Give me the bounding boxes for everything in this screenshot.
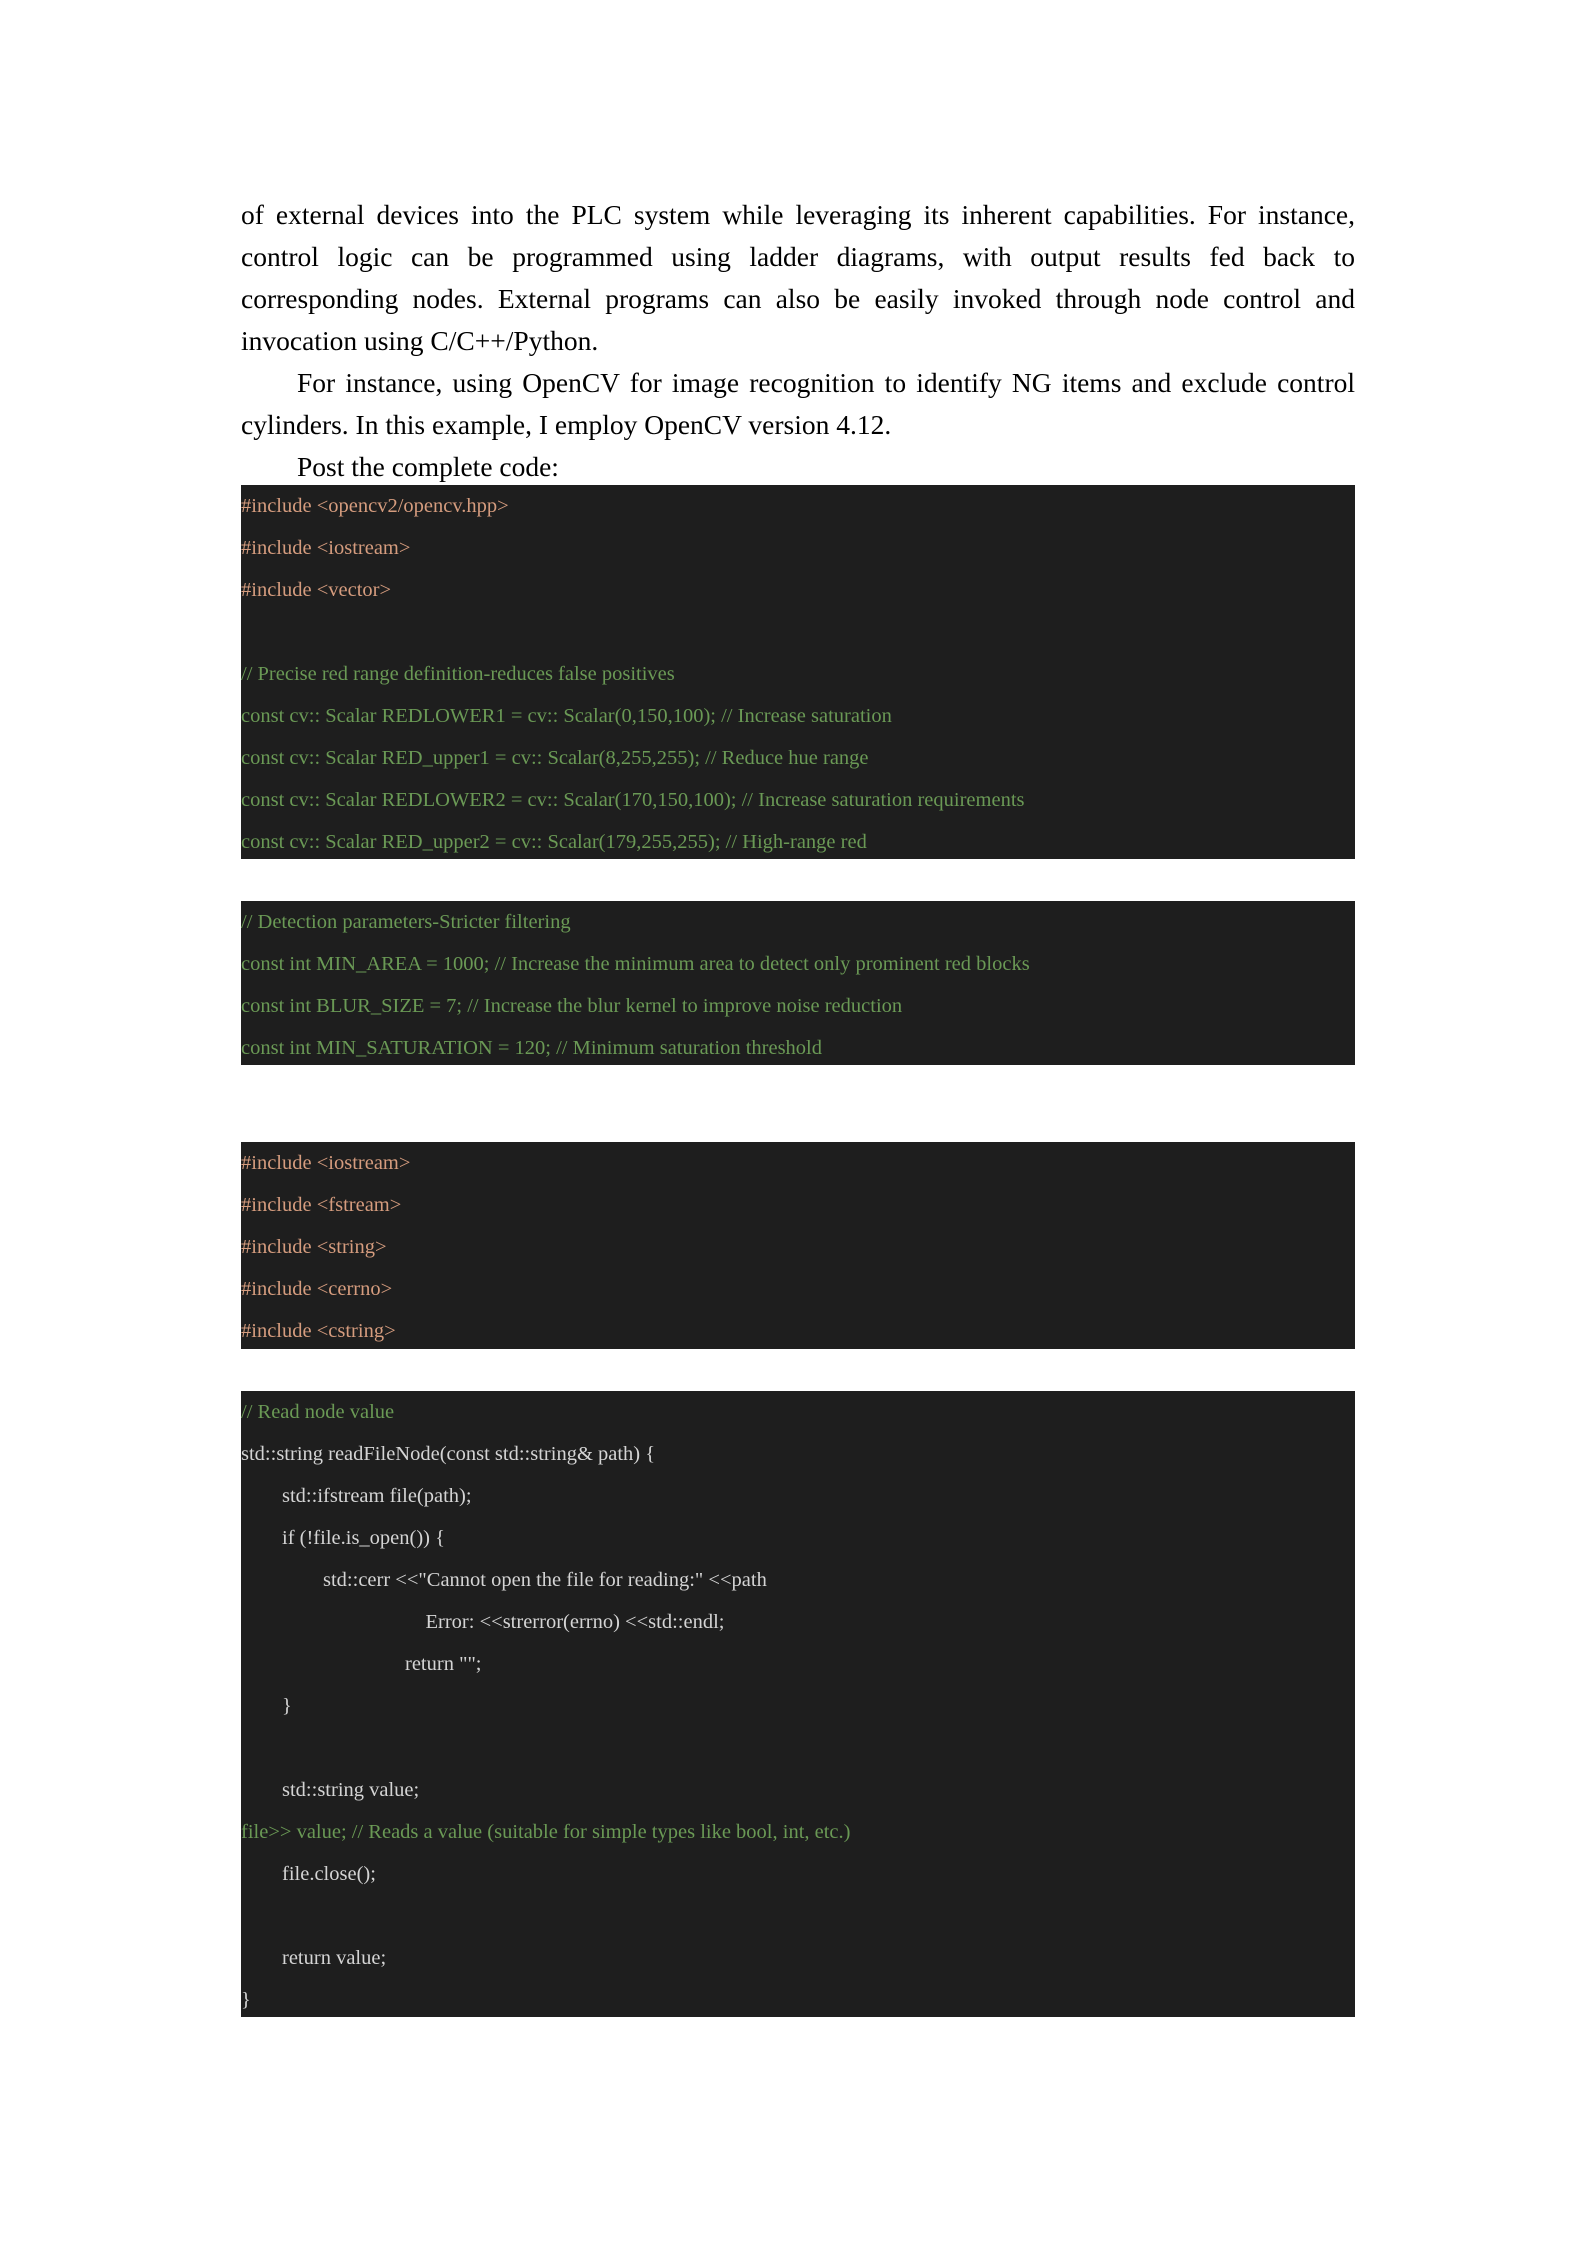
code-block-detection-params: [241, 901, 1355, 1065]
code-line: // Detection parameters-Stricter filtering: [241, 911, 571, 933]
paragraph-post-code: Post the complete code:: [297, 451, 559, 482]
code-line: const int MIN_SATURATION = 120; // Minimum saturation threshold: [241, 1037, 822, 1059]
body-text: [241, 194, 1355, 488]
code-line: }: [241, 1989, 251, 2011]
code-line: return value;: [241, 1947, 387, 1969]
code-line: const cv:: Scalar REDLOWER2 = cv:: Scalar(170,150,100); // Increase saturation requirements: [241, 789, 1025, 811]
paragraph-intro: of external devices into the PLC system while leveraging its inherent capabilities. For instance, control logic can be programmed using ladder diagrams, with output results fed back to corresponding nodes. External programs can also be easily invoked through node control and invocation using C/C++/Python.: [241, 199, 1355, 356]
code-line: // Read node value: [241, 1401, 395, 1423]
code-blank-line: [241, 1727, 1355, 1769]
code-blank-line: [241, 1895, 1355, 1937]
code-line: Error: <<strerror(errno) <<std::endl;: [241, 1611, 725, 1633]
code-line: #include <cstring>: [241, 1320, 396, 1342]
code-line: const int MIN_AREA = 1000; // Increase the minimum area to detect only prominent red blocks: [241, 953, 1030, 975]
code-line: std::ifstream file(path);: [241, 1485, 472, 1507]
code-line: const cv:: Scalar RED_upper1 = cv:: Scalar(8,255,255); // Reduce hue range: [241, 747, 869, 769]
code-line: const cv:: Scalar RED_upper2 = cv:: Scalar(179,255,255); // High-range red: [241, 831, 867, 853]
code-line: #include <string>: [241, 1236, 387, 1258]
code-line: const cv:: Scalar REDLOWER1 = cv:: Scalar(0,150,100); // Increase saturation: [241, 705, 892, 727]
code-blank-line: [241, 611, 1355, 653]
code-line: file.close();: [241, 1863, 376, 1885]
code-line: #include <fstream>: [241, 1194, 402, 1216]
code-line: return "";: [241, 1653, 482, 1675]
code-line: #include <cerrno>: [241, 1278, 393, 1300]
code-line: #include <iostream>: [241, 1152, 411, 1174]
code-line: #include <vector>: [241, 579, 392, 601]
code-line: std::cerr <<"Cannot open the file for reading:" <<path: [241, 1569, 767, 1591]
code-line: file>> value; // Reads a value (suitable for simple types like bool, int, etc.): [241, 1821, 851, 1843]
code-line: #include <opencv2/opencv.hpp>: [241, 495, 509, 517]
code-line: #include <iostream>: [241, 537, 411, 559]
code-block-includes: [241, 1142, 1355, 1349]
code-line: std::string readFileNode(const std::string& path) {: [241, 1443, 656, 1465]
code-line: std::string value;: [241, 1779, 420, 1801]
code-block-red-range: [241, 485, 1355, 859]
paragraph-opencv: For instance, using OpenCV for image recognition to identify NG items and exclude control cylinders. In this example, I employ OpenCV version 4.12.: [241, 367, 1355, 440]
code-line: const int BLUR_SIZE = 7; // Increase the blur kernel to improve noise reduction: [241, 995, 903, 1017]
code-line: // Precise red range definition-reduces false positives: [241, 663, 675, 685]
code-line: }: [241, 1695, 292, 1717]
code-line: if (!file.is_open()) {: [241, 1527, 445, 1549]
code-block-read-node: [241, 1391, 1355, 2017]
